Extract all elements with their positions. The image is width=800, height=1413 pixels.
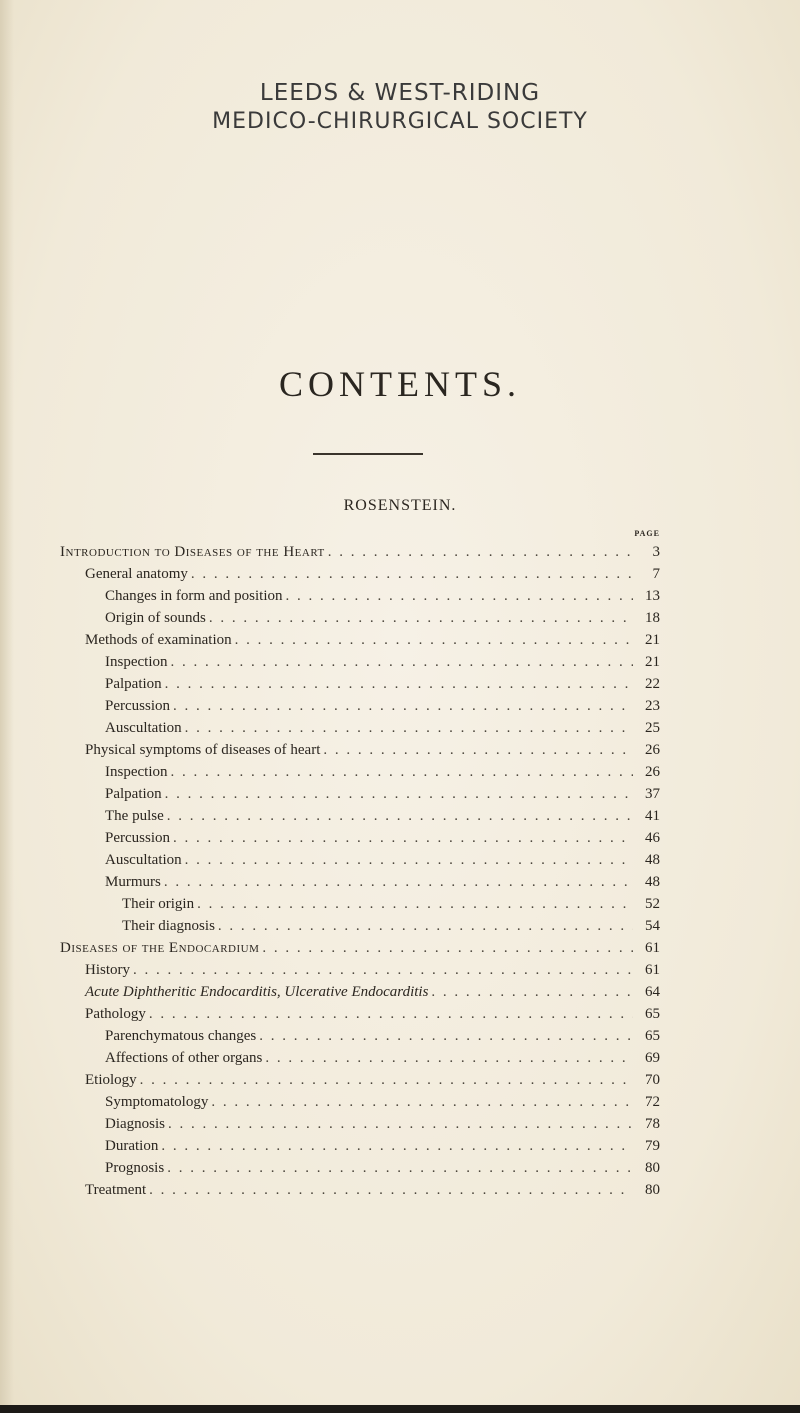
toc-entry — [105, 805, 660, 827]
toc-entry — [105, 761, 660, 783]
toc-entry-title: Pathology — [85, 1006, 146, 1022]
toc-entry-page: 48 — [645, 874, 660, 890]
toc-entry — [105, 651, 660, 673]
scan-bottom-edge — [0, 1405, 800, 1413]
toc-entry-page: 79 — [645, 1138, 660, 1154]
title-rule — [313, 453, 423, 455]
leader-dots — [431, 981, 633, 1003]
leader-dots — [133, 959, 633, 981]
toc-entry-title: Physical symptoms of diseases of heart — [85, 742, 321, 758]
leader-dots — [170, 651, 633, 673]
toc-entry-title: Parenchymatous changes — [105, 1028, 257, 1044]
toc-entry — [105, 1025, 660, 1047]
toc-entry — [105, 827, 660, 849]
toc-entry — [105, 871, 660, 893]
toc-entry-page: 78 — [645, 1116, 660, 1132]
toc-entry-title: Etiology — [85, 1072, 137, 1088]
leader-dots — [211, 1091, 633, 1113]
toc-entry-page: 22 — [645, 676, 660, 692]
toc-entry-title: Auscultation — [105, 852, 182, 868]
leader-dots — [165, 783, 633, 805]
leader-dots — [235, 629, 633, 651]
toc-entry-title: Palpation — [105, 676, 162, 692]
toc-entry-page: 46 — [645, 830, 660, 846]
toc-entry-title: History — [85, 962, 130, 978]
toc-entry-page: 26 — [645, 764, 660, 780]
toc-entry — [85, 1179, 660, 1201]
toc-entry — [105, 585, 660, 607]
toc-entry-page: 70 — [645, 1072, 660, 1088]
leader-dots — [218, 915, 633, 937]
leader-dots — [323, 739, 633, 761]
toc-entry — [122, 915, 660, 937]
leader-dots — [170, 761, 633, 783]
toc-entry-title: Origin of sounds — [105, 610, 206, 626]
toc-entry — [105, 1047, 660, 1069]
toc-entry — [105, 673, 660, 695]
toc-entry-page: 61 — [645, 962, 660, 978]
leader-dots — [191, 563, 633, 585]
toc-entry-page: 80 — [645, 1160, 660, 1176]
toc-entry-page: 21 — [645, 654, 660, 670]
toc-entry-title: Changes in form and position — [105, 588, 283, 604]
toc-entry-page: 23 — [645, 698, 660, 714]
leader-dots — [149, 1179, 633, 1201]
toc-entry-page: 52 — [645, 896, 660, 912]
toc-entry-page: 25 — [645, 720, 660, 736]
toc-entry-title: Diagnosis — [105, 1116, 165, 1132]
toc-entry-page: 18 — [645, 610, 660, 626]
toc-entry — [85, 1003, 660, 1025]
toc-entry-page: 41 — [645, 808, 660, 824]
toc-entry-title: Percussion — [105, 830, 170, 846]
toc-entry — [105, 783, 660, 805]
leader-dots — [265, 1047, 633, 1069]
leader-dots — [259, 1025, 633, 1047]
toc-entry-title: Methods of examination — [85, 632, 232, 648]
toc-entry — [105, 607, 660, 629]
toc-entry-page: 61 — [645, 940, 660, 956]
leader-dots — [328, 541, 633, 563]
toc-entry-title: General anatomy — [85, 566, 188, 582]
toc-entry — [85, 981, 660, 1003]
leader-dots — [164, 871, 633, 893]
toc-entry-title: Introduction to Diseases of the Heart — [60, 544, 325, 560]
toc-entry-page: 48 — [645, 852, 660, 868]
library-stamp-line2: MEDICO-CHIRURGICAL SOCIETY — [212, 109, 588, 134]
toc-entry-title: The pulse — [105, 808, 164, 824]
toc-entry-page: 64 — [645, 984, 660, 1000]
toc-entry-page: 65 — [645, 1006, 660, 1022]
toc-entry-page: 3 — [652, 544, 660, 560]
leader-dots — [209, 607, 633, 629]
toc-entry-title: Duration — [105, 1138, 159, 1154]
toc-entry — [60, 937, 660, 959]
leader-dots — [262, 937, 633, 959]
toc-entry-title: Percussion — [105, 698, 170, 714]
toc-entry — [122, 893, 660, 915]
leader-dots — [167, 805, 633, 827]
toc-entry-title: Their diagnosis — [122, 918, 215, 934]
library-stamp-line1: LEEDS & WEST-RIDING — [259, 80, 541, 106]
toc-entry-title: Inspection — [105, 654, 168, 670]
toc-entry-page: 7 — [652, 566, 660, 582]
toc-entry-page: 72 — [645, 1094, 660, 1110]
toc-entry — [85, 959, 660, 981]
toc-entry-page: 65 — [645, 1028, 660, 1044]
toc-entry-title: Affections of other organs — [105, 1050, 263, 1066]
leader-dots — [161, 1135, 633, 1157]
toc-entry-title: Murmurs — [105, 874, 161, 890]
toc-entry — [105, 695, 660, 717]
leader-dots — [167, 1157, 633, 1179]
author-heading: ROSENSTEIN. — [343, 497, 457, 514]
toc-entry-page: 21 — [645, 632, 660, 648]
leader-dots — [197, 893, 633, 915]
leader-dots — [149, 1003, 633, 1025]
toc-entry — [105, 1157, 660, 1179]
toc-entry — [105, 1091, 660, 1113]
toc-entry — [105, 849, 660, 871]
toc-entry-page: 69 — [645, 1050, 660, 1066]
leader-dots — [285, 585, 633, 607]
binding-shadow — [0, 0, 14, 1413]
toc-entry — [60, 541, 660, 563]
toc-entry-title: Treatment — [85, 1182, 147, 1198]
toc-entry-title: Auscultation — [105, 720, 182, 736]
leader-dots — [173, 695, 633, 717]
toc-entry-page: 26 — [645, 742, 660, 758]
toc-entry — [85, 563, 660, 585]
toc-entry — [105, 717, 660, 739]
toc-entry — [85, 629, 660, 651]
toc-entry-title: Diseases of the Endocardium — [60, 940, 260, 956]
leader-dots — [185, 717, 633, 739]
toc-entry-title: Palpation — [105, 786, 162, 802]
toc-entry — [85, 1069, 660, 1091]
toc-entry-page: 37 — [645, 786, 660, 802]
leader-dots — [168, 1113, 633, 1135]
toc-entry-title: Prognosis — [105, 1160, 165, 1176]
leader-dots — [165, 673, 633, 695]
leader-dots — [185, 849, 633, 871]
toc-entry-title: Their origin — [122, 896, 195, 912]
page-title: CONTENTS. — [279, 364, 521, 404]
page-column-label: PAGE — [634, 529, 660, 538]
toc-entry — [105, 1113, 660, 1135]
toc-entry-title: Acute Diphtheritic Endocarditis, Ulcerative Endocarditis — [85, 984, 429, 1000]
toc-entry-title: Inspection — [105, 764, 168, 780]
toc-entry-page: 54 — [645, 918, 660, 934]
leader-dots — [140, 1069, 633, 1091]
toc-entry — [85, 739, 660, 761]
toc-entry — [105, 1135, 660, 1157]
toc-entry-page: 80 — [645, 1182, 660, 1198]
toc-entry-title: Symptomatology — [105, 1094, 209, 1110]
toc-entry-page: 13 — [645, 588, 660, 604]
leader-dots — [173, 827, 633, 849]
